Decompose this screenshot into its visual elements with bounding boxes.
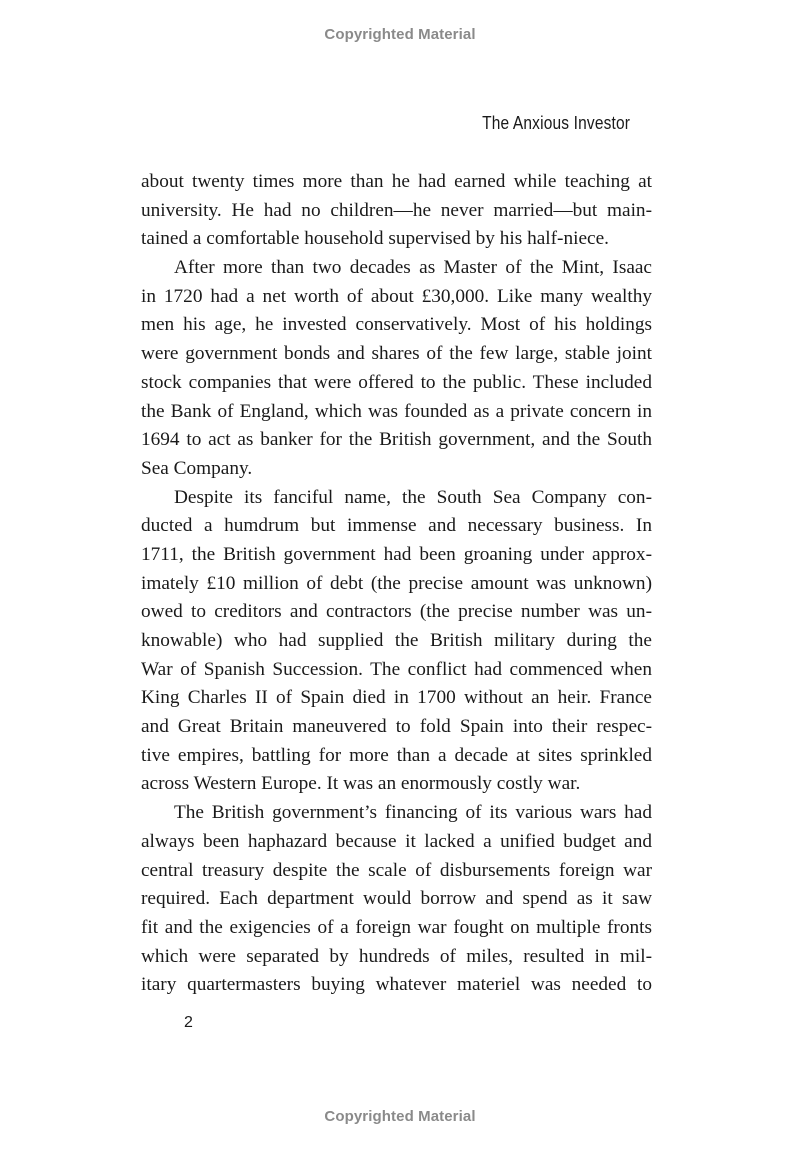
text-line: imately £10 million of debt (the precise amount was unknown) <box>141 572 652 594</box>
text-line: Sea Company. <box>141 457 253 479</box>
paragraph <box>141 254 652 484</box>
text-line: 1694 to act as banker for the British government, and the South <box>141 429 652 451</box>
text-line: which were separated by hundreds of miles, resulted in mil- <box>141 945 652 967</box>
text-line: The British government’s financing of its various wars had <box>174 802 652 824</box>
text-line: central treasury despite the scale of disbursements foreign war <box>141 859 652 881</box>
paragraph <box>141 484 652 800</box>
text-line: university. He had no children—he never married—but main- <box>141 199 652 221</box>
text-line: and Great Britain maneuvered to fold Spain into their respec- <box>141 716 652 738</box>
text-line: owed to creditors and contractors (the precise number was un- <box>141 601 652 623</box>
text-line: King Charles II of Spain died in 1700 without an heir. France <box>141 687 652 709</box>
text-line: stock companies that were offered to the public. These included <box>141 371 652 393</box>
text-line: 1711, the British government had been groaning under approx- <box>141 543 652 565</box>
text-line: fit and the exigencies of a foreign war fought on multiple fronts <box>141 916 652 938</box>
text-line: Despite its fanciful name, the South Sea Company con- <box>174 486 652 508</box>
text-line: After more than two decades as Master of the Mint, Isaac <box>174 257 652 279</box>
text-line: the Bank of England, which was founded as a private concern in <box>141 400 652 422</box>
text-line: were government bonds and shares of the few large, stable joint <box>141 343 652 365</box>
copyright-watermark-top: Copyrighted Material <box>324 26 476 43</box>
text-line: War of Spanish Succession. The conflict had commenced when <box>141 658 652 680</box>
body-text <box>141 168 652 1000</box>
text-line: men his age, he invested conservatively. Most of his holdings <box>141 314 652 336</box>
running-head: The Anxious Investor <box>481 113 630 133</box>
text-line: about twenty times more than he had earned while teaching at <box>141 171 652 192</box>
text-line: itary quartermasters buying whatever materiel was needed to <box>141 974 652 996</box>
page-number: 2 <box>184 1014 193 1031</box>
paragraph <box>141 168 652 254</box>
text-line: in 1720 had a net worth of about £30,000. Like many wealthy <box>141 285 652 307</box>
text-line: knowable) who had supplied the British military during the <box>141 630 652 651</box>
text-line: tained a comfortable household supervised by his half-niece. <box>141 228 609 250</box>
text-line: always been haphazard because it lacked a unified budget and <box>141 830 652 852</box>
text-line: across Western Europe. It was an enormously costly war. <box>141 773 581 795</box>
text-line: required. Each department would borrow and spend as it saw <box>141 888 652 910</box>
copyright-watermark-bottom: Copyrighted Material <box>324 1108 476 1125</box>
text-line: tive empires, battling for more than a decade at sites sprinkled <box>141 744 652 766</box>
paragraph <box>141 799 652 1000</box>
text-line: ducted a humdrum but immense and necessary business. In <box>141 515 652 537</box>
